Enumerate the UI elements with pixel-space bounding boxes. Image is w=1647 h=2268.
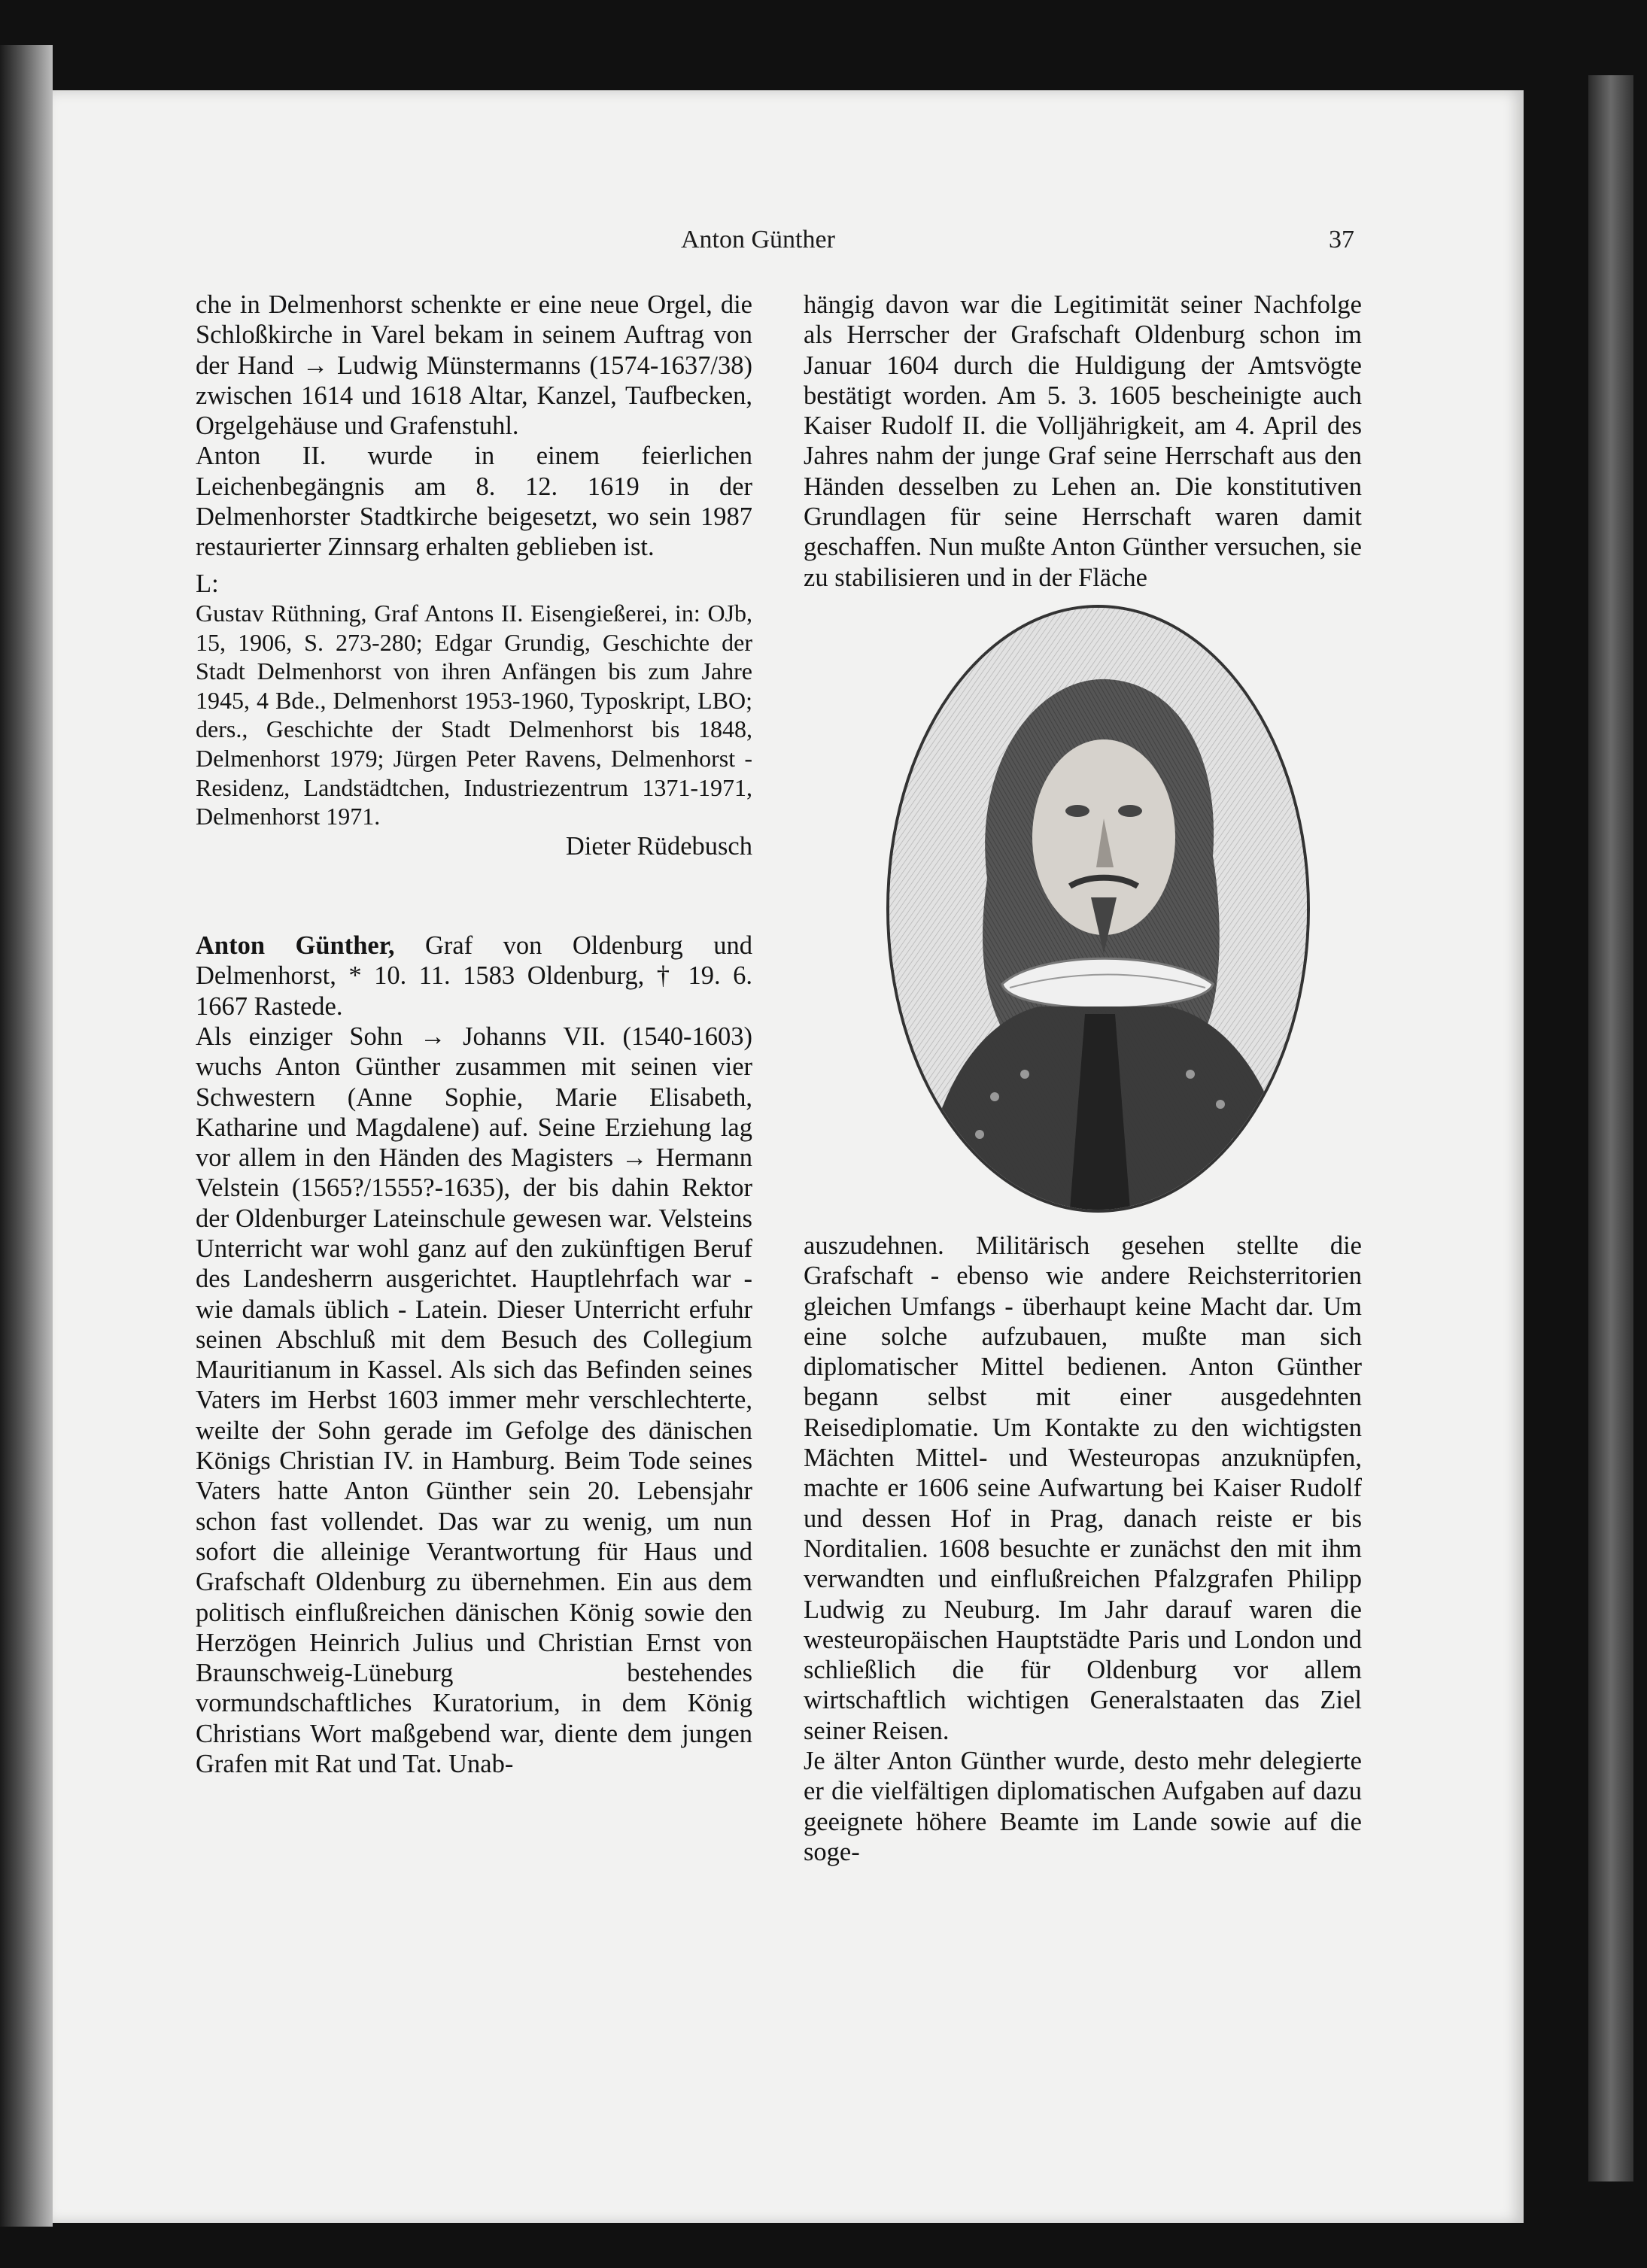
running-title: Anton Günther [681, 226, 835, 254]
entry-name: Anton Günther, [196, 931, 395, 961]
paragraph: che in Delmenhorst schenkte er eine neue Orgel, die Schloßkirche in Varel bekam in seinem Auftrag von der Hand → Ludwig Münstermanns (1574-1637/38) zwischen 1614 und 1618 Altar, Kanzel, Taufbecken, Orgelgehäuse und Grafenstuhl. [196, 290, 752, 441]
running-header [196, 226, 1354, 263]
author-signature: Dieter Rüdebusch [565, 831, 752, 861]
portrait-figure [804, 597, 1362, 1229]
literature-list: Gustav Rüthning, Graf Antons II. Eisengießerei, in: OJb, 15, 1906, S. 273-280; Edgar Grundig, Geschichte der Stadt Delmenhorst von ihren Anfängen bis zum Jahre 1945, 4 Bde., Delmenhorst 1953-1960, Typoskript, LBO; ders., Geschichte der Stadt Delmenhorst bis 1848, Delmenhorst 1979; Jürgen Peter Ravens, Delmenhorst - Residenz, Landstädtchen, Industriezentrum 1371-1971, Delmenhorst 1971. [196, 599, 752, 830]
portrait-engraving [886, 605, 1310, 1213]
scan-left-edge [0, 45, 53, 2227]
portrait-illustration [889, 608, 1307, 1210]
page-number: 37 [1329, 226, 1354, 254]
paragraph: hängig davon war die Legitimität seiner Nachfolge als Herrscher der Grafschaft Oldenburg schon im Januar 1604 durch die Huldigung der Amtsvögte bestätigt worden. Am 5. 3. 1605 bescheinigte auch Kaiser Rudolf II. die Volljährigkeit, am 4. April des Jahres nahm der junge Graf seine Herrschaft aus den Händen desselben zu Lehen an. Die konstitutiven Grundlagen für seine Herrschaft waren damit geschaffen. Nun mußte Anton Günther versuchen, sie zu stabilisieren und in der Fläche [804, 290, 1362, 592]
left-column [196, 290, 752, 1779]
entry-dates: Graf von Oldenburg und Delmenhorst, * 10. 11. 1583 Oldenburg, † 19. 6. 1667 Rastede. [196, 931, 753, 1021]
book-spine [1588, 75, 1633, 2181]
entry-body: Als einziger Sohn → Johanns VII. (1540-1603) wuchs Anton Günther zusammen mit seinen vier Schwestern (Anne Sophie, Marie Elisabeth, Katharine und Magdalene) auf. Seine Erziehung lag vor allem in den Händen des Magisters → Hermann Velstein (1565?/1555?-1635), der bis dahin Rektor der Oldenburger Lateinschule gewesen war. Velsteins Unterricht war wohl ganz auf den zukünftigen Beruf des Landesherrn ausgerichtet. Hauptlehrfach war - wie damals üblich - Latein. Dieser Unterricht erfuhr seinen Abschluß mit dem Besuch des Collegium Mauritianum in Kassel. Als sich das Befinden seines Vaters im Herbst 1603 immer mehr verschlechterte, weilte der Sohn gerade im Gefolge des dänischen Königs Christian IV. in Hamburg. Beim Tode seines Vaters hatte Anton Günther sein 20. Lebensjahr schon fast vollendet. Das war zu wenig, um nun sofort die alleinige Verantwortung für Haus und Grafschaft Oldenburg zu übernehmen. Ein aus dem politisch einflußreichen dänischen König sowie den Herzögen Heinrich Julius und Christian Ernst von Braunschweig-Lüneburg bestehendes vormundschaftliches Kuratorium, in dem König Christians Wort maßgebend war, diente dem jungen Grafen mit Rat und Tat. Unab- [196, 1022, 752, 1779]
literature-label: L: [196, 569, 219, 598]
paragraph: Je älter Anton Günther wurde, desto mehr delegierte er die vielfältigen diplomatischen Aufgaben auf dazu geeignete höhere Beamte im Lande sowie auf die soge- [804, 1747, 1362, 1866]
paragraph: Anton II. wurde in einem feierlichen Leichenbegängnis am 8. 12. 1619 in der Delmenhorster Stadtkirche beigesetzt, wo sein 1987 restaurierter Zinnsarg erhalten geblieben ist. [196, 442, 752, 562]
paragraph: auszudehnen. Militärisch gesehen stellte die Grafschaft - ebenso wie andere Reichsterritorien gleichen Umfangs - überhaupt keine Macht dar. Um eine solche aufzubauen, mußte man sich diplomatischer Mittel bedienen. Anton Günther begann selbst mit einer ausgedehnten Reisediplomatie. Um Kontakte zu den wichtigsten Mächten Mittel- und Westeuropas anzuknüpfen, machte er 1606 seine Aufwartung bei Kaiser Rudolf und dessen Hof in Prag, danach reiste er bis Norditalien. 1608 besuchte er zunächst den mit ihm verwandten und einflußreichen Pfalzgrafen Philipp Ludwig zu Neuburg. Im Jahr darauf waren die westeuropäischen Hauptstädte Paris und London und schließlich die für Oldenburg vor allem wirtschaftlich wichtigen Generalstaaten das Ziel seiner Reisen. [804, 1231, 1362, 1745]
entry-header [196, 931, 752, 1022]
right-column [804, 290, 1362, 1867]
